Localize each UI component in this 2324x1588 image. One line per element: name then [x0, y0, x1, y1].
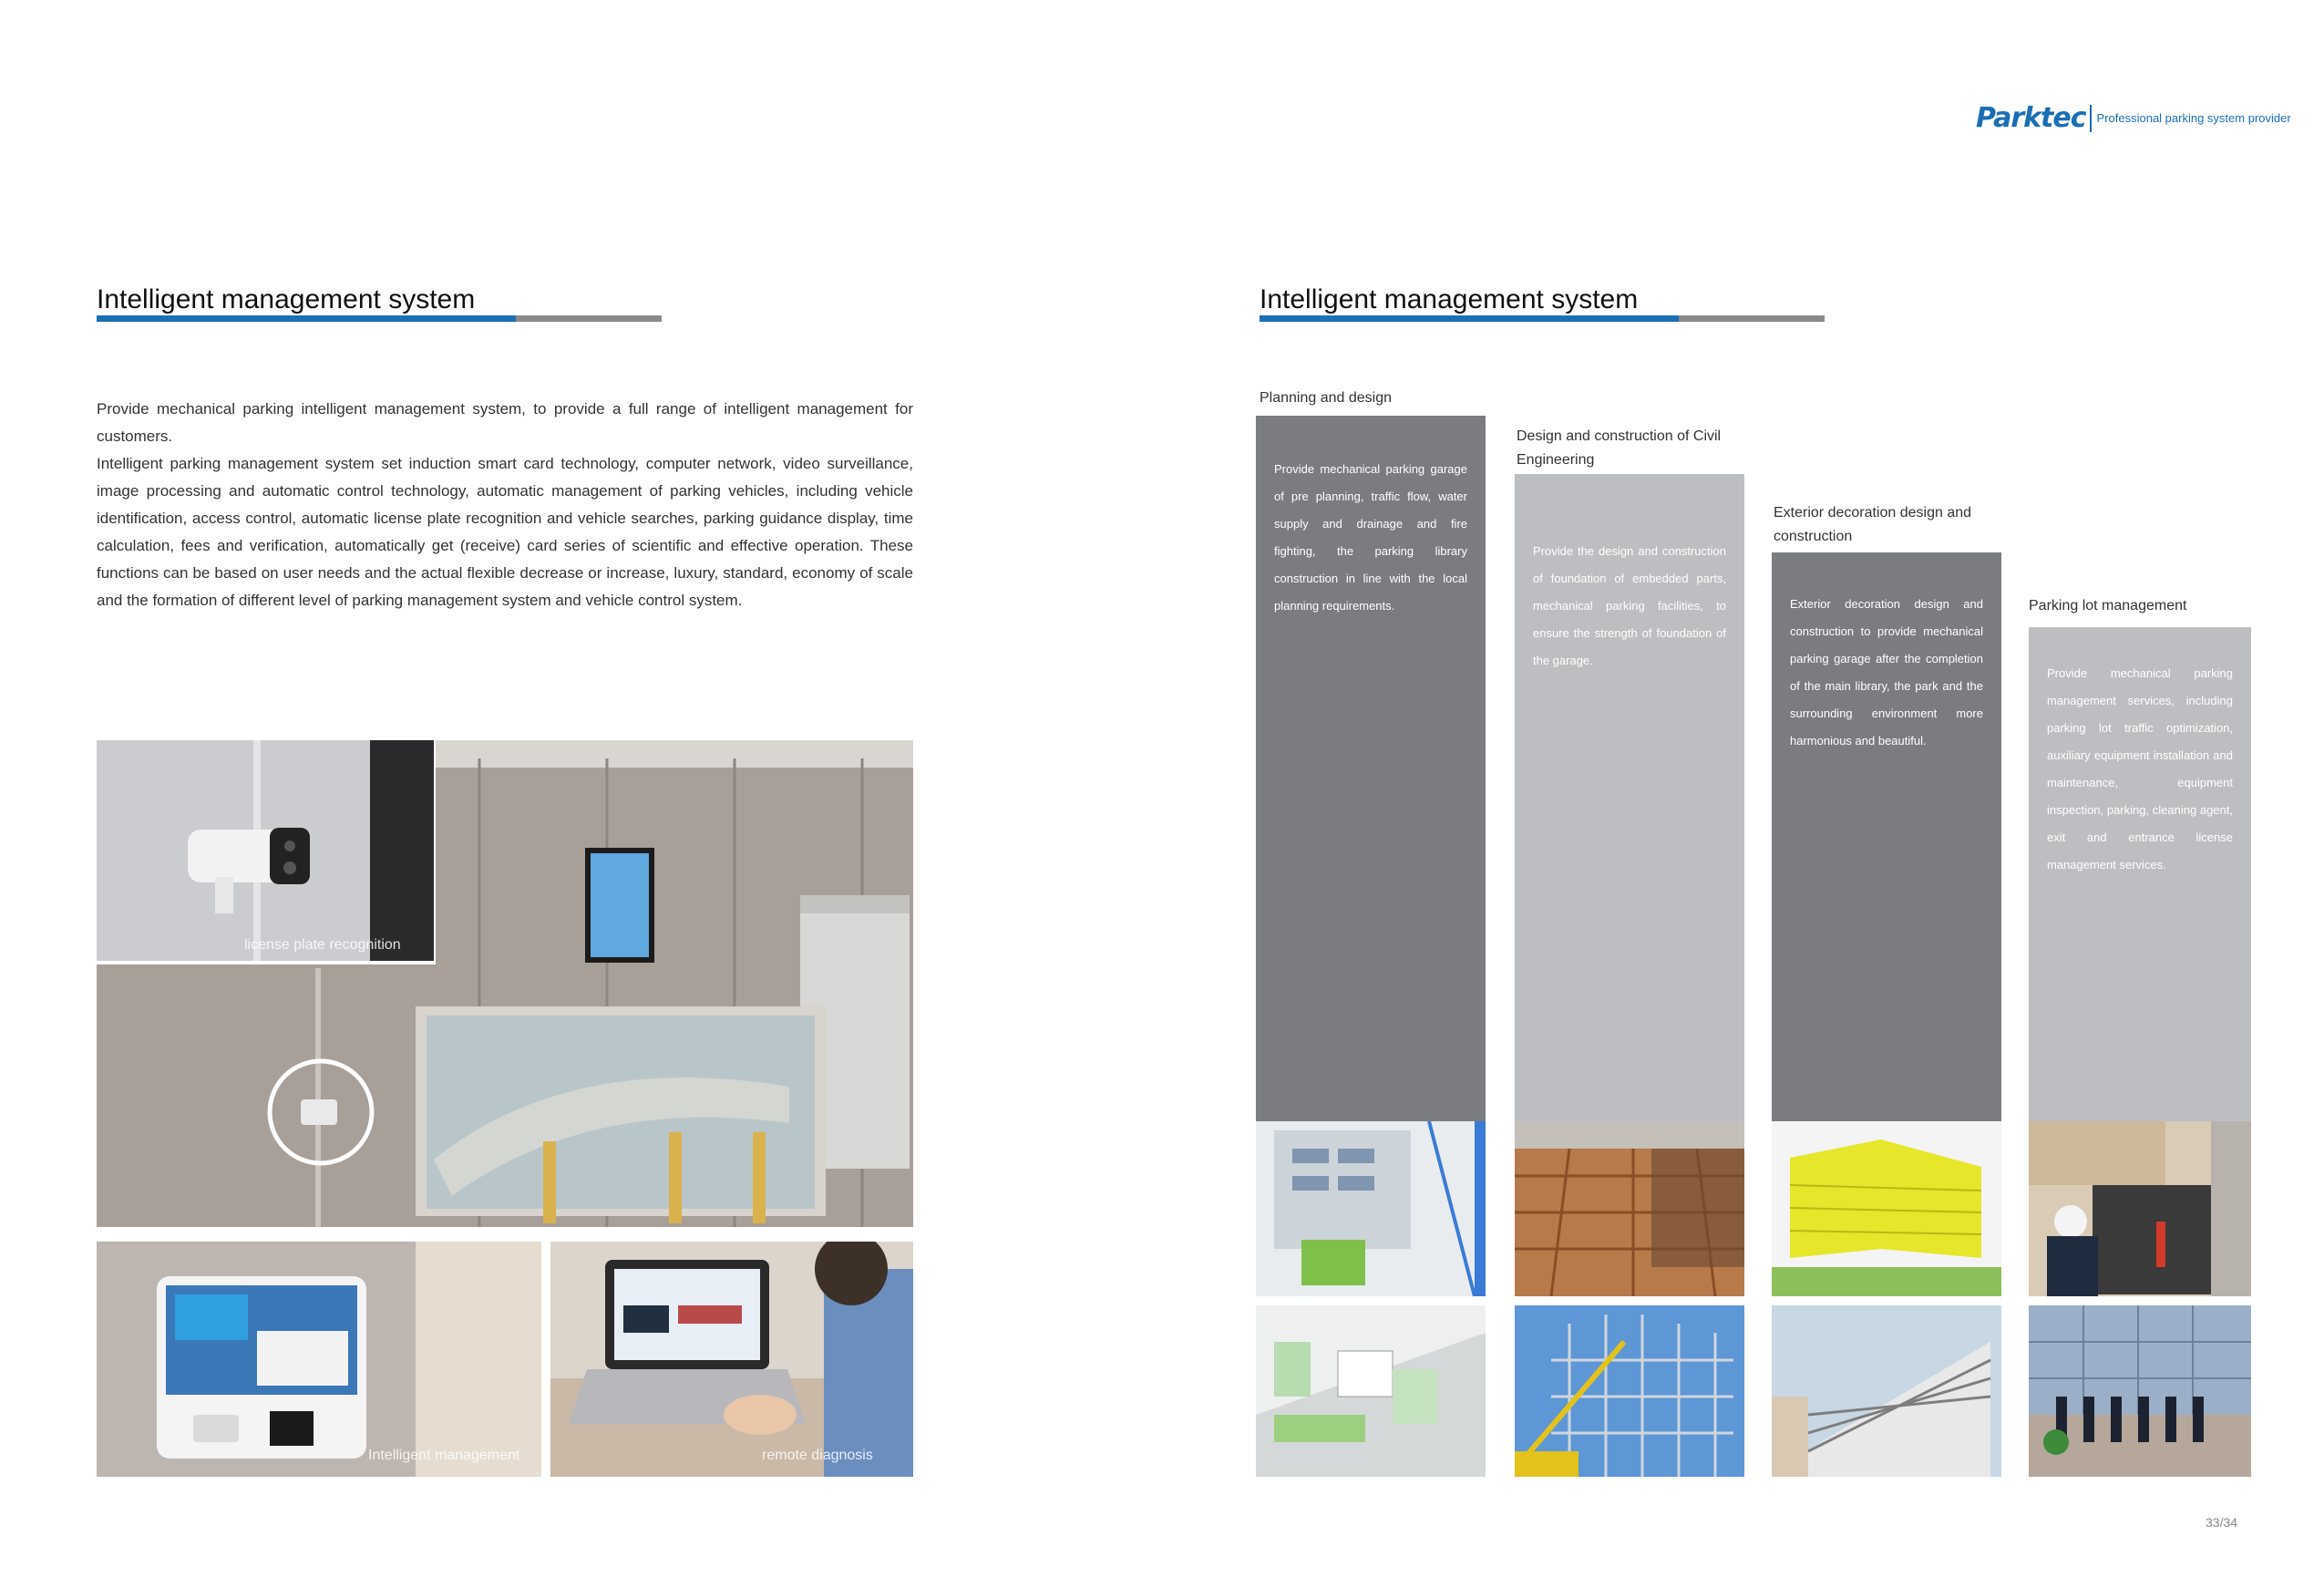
planning-model-image [1256, 1305, 1486, 1477]
intelligent-terminal-photo [97, 1242, 541, 1477]
caption-remote-diagnosis: remote diagnosis [762, 1448, 873, 1463]
panel-parking-lot-management-text: Provide mechanical parking management services, including parking lot traffic optimization, auxiliary equipment installation and maintenance, equipment inspection, parking, cleaning agent, exit and entrance license management services. [2047, 666, 2233, 871]
yellow-garage-illustration [1772, 1121, 2001, 1296]
logo-tagline: Professional parking system provider [2096, 111, 2291, 125]
left-page-title: Intelligent management system [97, 284, 476, 315]
foundation-illustration [1515, 1121, 1744, 1296]
right-page-title: Intelligent management system [1260, 284, 1639, 315]
left-title-underline [97, 315, 662, 322]
intro-text [97, 396, 913, 614]
column-heading-civil-engineering: Design and construction of Civil Engineering [1517, 428, 1722, 468]
license-plate-camera-photo [97, 740, 434, 961]
garage-exterior-illustration [1772, 1305, 2001, 1477]
brand-logo [1976, 102, 2291, 134]
laptop-illustration [550, 1242, 913, 1477]
page-number: 33/34 [2206, 1515, 2238, 1530]
column-heading-parking-lot-management: Parking lot management [2029, 598, 2187, 614]
logo-divider [2090, 105, 2092, 132]
logo-wordmark: Parktec [1976, 102, 2086, 134]
management-team-image [2029, 1305, 2251, 1477]
panel-exterior-decoration [1772, 552, 2001, 1121]
column-heading-exterior-decoration: Exterior decoration design and construction [1774, 505, 1972, 544]
garage-exterior-image [1772, 1305, 2001, 1477]
staff-at-entrance-illustration [2029, 1121, 2251, 1296]
civil-foundation-image [1515, 1121, 1744, 1296]
panel-civil-engineering-text: Provide the design and construction of foundation of embedded parts, mechanical parking facilities, to ensure the strength of foundation of the garage. [1533, 544, 1726, 667]
terminal-illustration [97, 1242, 541, 1477]
management-team-illustration [2029, 1305, 2251, 1477]
parking-staff-image [2029, 1121, 2251, 1296]
caption-intelligent-management: Intelligent management [368, 1448, 520, 1463]
panel-parking-lot-management [2029, 627, 2251, 1121]
intro-paragraph-1: Provide mechanical parking intelligent management system, to provide a full range of intelligent management for customers. [97, 400, 913, 445]
panel-civil-engineering [1515, 474, 1744, 1121]
right-title-underline [1260, 315, 1825, 322]
remote-diagnosis-photo [550, 1242, 913, 1477]
panel-planning [1256, 416, 1486, 1121]
caption-license-plate-recognition: license plate recognition [244, 937, 401, 953]
panel-planning-text: Provide mechanical parking garage of pre planning, traffic flow, water supply and drainage and fire fighting, the parking library construction in line with the local planning requirements. [1274, 462, 1467, 613]
steel-structure-illustration [1515, 1305, 1744, 1477]
site-plan-image [1256, 1121, 1486, 1296]
panel-exterior-decoration-text: Exterior decoration design and construction to provide mechanical parking garage after the completion of the main library, the park and the surrounding environment more harmonious and beautiful. [1790, 597, 1983, 748]
planning-model-illustration [1256, 1305, 1486, 1477]
intro-paragraph-2: Intelligent parking management system set induction smart card technology, computer network, video surveillance, image processing and automatic control technology, automatic management of parking vehicles, including vehicle identification, access control, automatic license plate recognition and vehicle searches, parking guidance display, time calculation, fees and verification, automatically get (receive) card series of scientific and effective operation. These functions can be based on user needs and the actual flexible decrease or increase, luxury, standard, economy of scale and the formation of different level of parking management system and vehicle control system. [97, 455, 913, 609]
camera-illustration [97, 740, 434, 961]
exterior-render-image [1772, 1121, 2001, 1296]
site-plan-illustration [1256, 1121, 1486, 1296]
steel-structure-image [1515, 1305, 1744, 1477]
column-heading-planning: Planning and design [1260, 390, 1393, 406]
